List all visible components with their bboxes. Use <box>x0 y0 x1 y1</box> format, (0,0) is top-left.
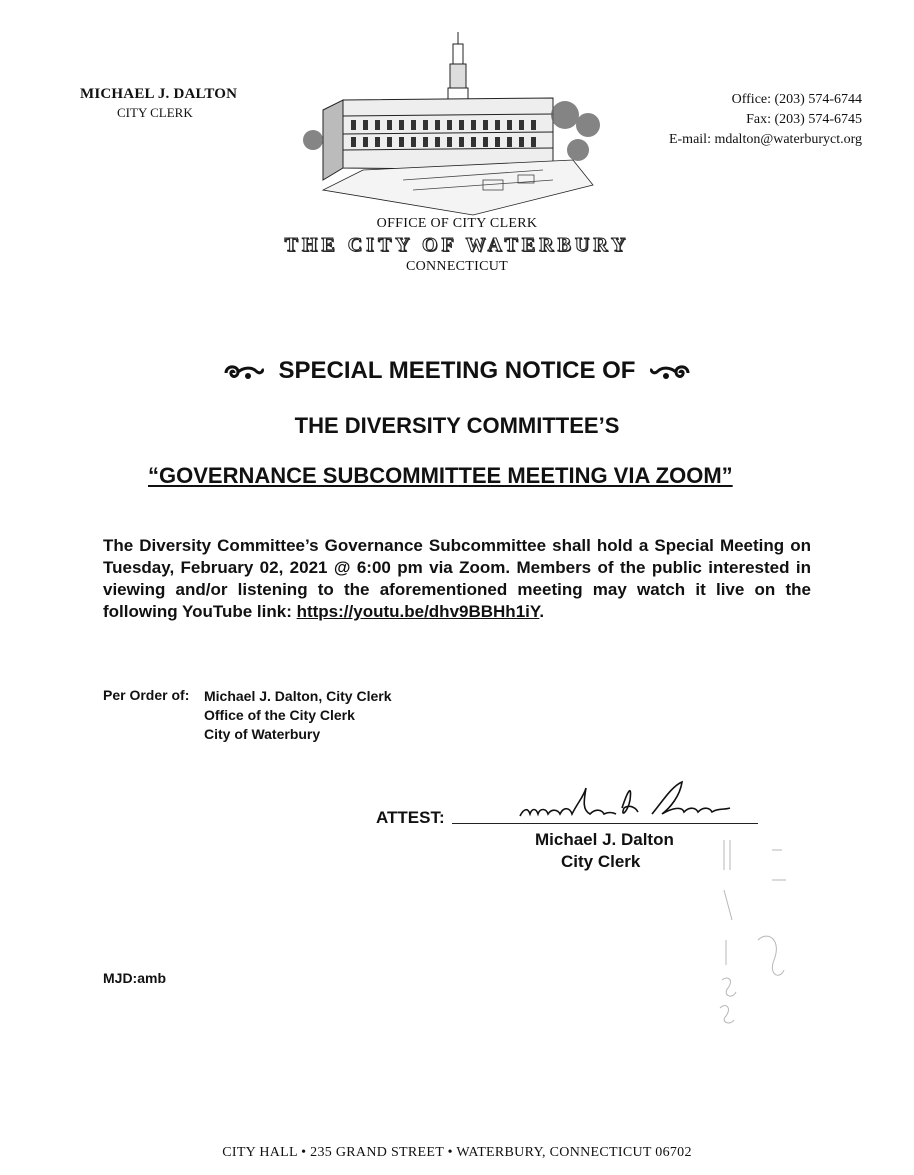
notice-heading <box>0 357 914 385</box>
per-order-line-1: Michael J. Dalton, City Clerk <box>204 688 392 704</box>
state-name: CONNECTICUT <box>405 259 509 274</box>
office-phone: Office: (203) 574-6744 <box>731 92 862 107</box>
per-order-line-2: Office of the City Clerk <box>204 707 355 723</box>
handwritten-signature <box>512 778 742 824</box>
signer-name: Michael J. Dalton <box>535 830 674 849</box>
signer-title: City Clerk <box>561 852 641 871</box>
received-stamp <box>712 830 792 1030</box>
contact-block <box>669 90 862 150</box>
city-hall-illustration <box>303 30 608 220</box>
clerk-title: CITY CLERK <box>117 105 193 120</box>
fax-number: Fax: (203) 574-6745 <box>746 112 862 127</box>
meeting-title: “GOVERNANCE SUBCOMMITTEE MEETING VIA ZOOM” <box>148 463 733 488</box>
attest-label: ATTEST: <box>376 808 445 827</box>
office-name: OFFICE OF CITY CLERK <box>376 216 538 231</box>
per-order-lines <box>204 687 392 744</box>
youtube-link[interactable]: https://youtu.be/dhv9BBHh1iY <box>296 602 540 621</box>
notice-body-text: The Diversity Committee’s Governance Subcommittee shall hold a Special Meeting on Tuesday, February 02, 2021 @ 6:00 pm via Zoom. Members of the public interested in viewing and/or listening to the aforementioned meeting may watch it live on the following YouTube link: <box>103 536 811 621</box>
link-suffix: . <box>539 602 545 621</box>
city-name-banner: THE CITY OF WATERBURY <box>284 234 630 256</box>
notice-heading-text: SPECIAL MEETING NOTICE OF <box>278 357 636 384</box>
typist-initials: MJD:amb <box>103 970 167 986</box>
clerk-name: MICHAEL J. DALTON <box>80 86 238 102</box>
notice-body <box>103 535 811 623</box>
footer-address: CITY HALL • 235 GRAND STREET • WATERBURY, CONNECTICUT 06702 <box>222 1145 692 1160</box>
per-order-label: Per Order of: <box>103 687 190 703</box>
per-order-line-3: City of Waterbury <box>204 726 321 742</box>
committee-heading: THE DIVERSITY COMMITTEE’S <box>294 413 620 438</box>
fleuron-left-icon <box>222 361 266 383</box>
fleuron-right-icon <box>648 361 692 383</box>
email-address: E-mail: mdalton@waterburyct.org <box>668 132 862 147</box>
